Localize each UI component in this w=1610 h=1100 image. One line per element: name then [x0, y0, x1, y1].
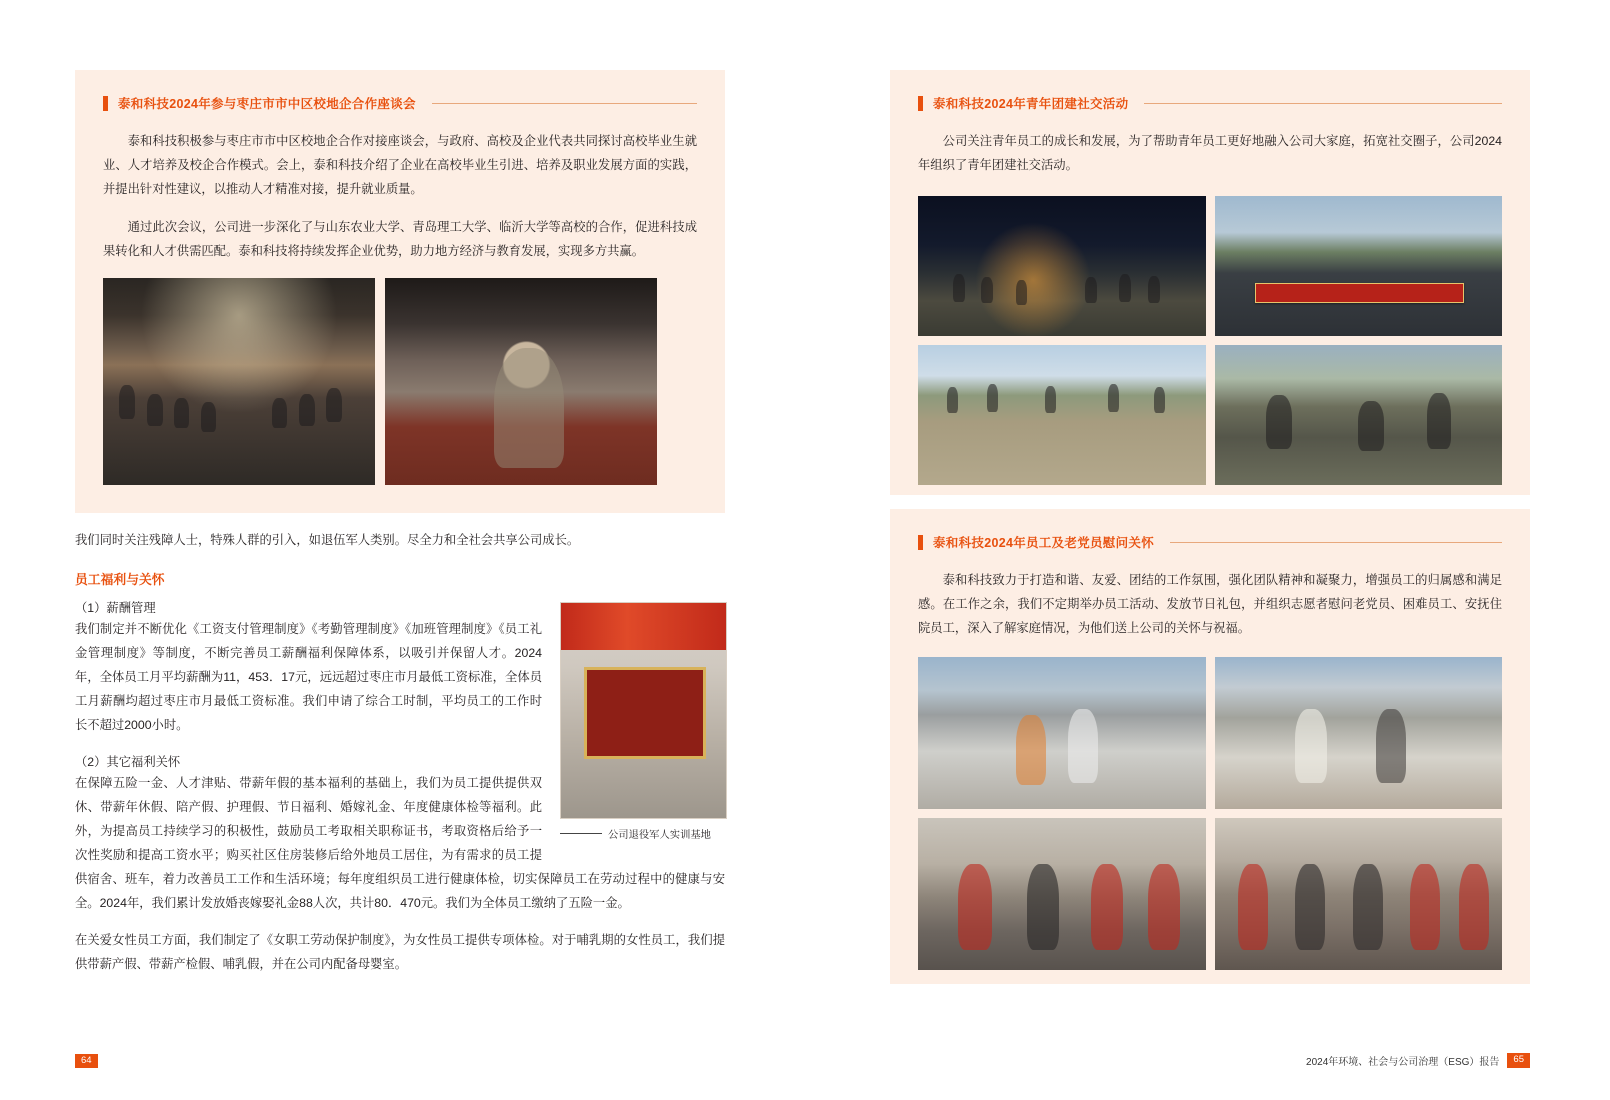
- night-campfire-photo: [918, 196, 1206, 336]
- visit-volunteer-photo-2: [1215, 657, 1503, 809]
- team-activity-photo: [1215, 345, 1503, 485]
- school-enterprise-section: [75, 70, 725, 513]
- plaque-caption: [560, 826, 725, 841]
- employee-care-section: [890, 509, 1530, 984]
- heading-rule: [1170, 542, 1502, 543]
- heading-bar-icon: [918, 535, 923, 550]
- photo-people-decoration: [103, 278, 375, 485]
- volunteer-group-photo-2: [1215, 818, 1503, 970]
- visit-volunteer-photo-1: [918, 657, 1206, 809]
- other-benefits-title: （2）其它福利关怀: [75, 754, 181, 769]
- care-photo-grid: [918, 657, 1502, 970]
- right-page: [805, 0, 1610, 1100]
- photo-people-decoration: [1215, 818, 1503, 970]
- female-care-text: 在关爱女性员工方面，我们制定了《女职工劳动保护制度》，为女性员工提供专项体检。对于哺乳期的女性员工，我们提供带薪产假、带薪产检假、哺乳假，并在公司内配备母婴室。: [75, 933, 725, 972]
- welfare-subtitle: 员工福利与关怀: [75, 571, 165, 587]
- conference-room-photo: [103, 278, 375, 485]
- paragraph: 公司关注青年员工的成长和发展，为了帮助青年员工更好地融入公司大家庭，拓宽社交圈子，公司2024年组织了青年团建社交活动。: [918, 134, 1502, 172]
- plaque-figure: [560, 602, 725, 841]
- photo-people-decoration: [918, 345, 1206, 485]
- section-title: 泰和科技2024年参与枣庄市市中区校地企合作座谈会: [118, 97, 416, 111]
- paragraph: 通过此次会议，公司进一步深化了与山东农业大学、青岛理工大学、临沂大学等高校的合作，促进科技成果转化和人才供需匹配。泰和科技将持续发挥企业优势，助力地方经济与教育发展，实现多方共赢。: [103, 219, 697, 258]
- heading-bar-icon: [918, 96, 923, 111]
- footer-note: 2024年环境、社会与公司治理（ESG）报告: [1306, 1057, 1500, 1068]
- section-title: 泰和科技2024年员工及老党员慰问关怀: [933, 536, 1155, 550]
- folio-right: [1306, 1053, 1530, 1068]
- photo-people-decoration: [385, 278, 657, 485]
- inclusion-paragraph: 我们同时关注残障人士，特殊人群的引入，如退伍军人类别。尽全力和全社会共享公司成长。: [75, 532, 580, 547]
- welfare-content: [75, 598, 725, 978]
- caption-dash-icon: [560, 833, 602, 834]
- veteran-training-base-plaque: [560, 602, 727, 819]
- photo-people-decoration: [918, 657, 1206, 809]
- red-ribbon-decoration: [561, 603, 726, 650]
- section-title: 泰和科技2024年青年团建社交活动: [933, 97, 1129, 111]
- section-heading: [103, 94, 697, 112]
- heading-rule: [1144, 103, 1502, 104]
- salary-item-text: 我们制定并不断优化《工资支付管理制度》《考勤管理制度》《加班管理制度》《员工礼金管理制度》等制度，不断完善员工薪酬福利保障体系，以吸引并保留人才。2024年，全体员工月平均薪酬为11，453．17元，远远超过枣庄市月最低工资标准，全体员工月薪酬均超过枣庄市月最低工资标准。我们申请了综合工时制，平均员工的工作时长不超过2000小时。: [75, 621, 542, 732]
- page-number: 65: [1507, 1053, 1530, 1068]
- caption-text: 公司退役军人实训基地: [608, 829, 711, 841]
- section-heading: [918, 533, 1502, 551]
- paragraph: 泰和科技积极参与枣庄市市中区校地企合作对接座谈会，与政府、高校及企业代表共同探讨高校毕业生就业、人才培养及校企合作模式。会上，泰和科技介绍了企业在高校毕业生引进、培养及职业发展方面的实践，并提出针对性建议，以推动人才精准对接，提升就业质量。: [103, 134, 697, 196]
- youth-photo-grid: [918, 196, 1502, 485]
- left-page-body: [75, 529, 725, 978]
- page-number: 64: [75, 1054, 98, 1069]
- heading-rule: [432, 103, 697, 104]
- speaker-photo: [385, 278, 657, 485]
- photo-people-decoration: [918, 196, 1206, 336]
- other-benefits-text: 在保障五险一金、人才津贴、带薪年假的基本福利的基础上，我们为员工提供提供双休、带薪年休假、陪产假、护理假、节日福利、婚嫁礼金、年度健康体检等福利。此外，为提高员工持续学习的积极性，鼓励员工考取相关职称证书，考取资格后给予一次性奖励和提高工资水平；购买社区住房装修后给外地员工居住，为有需求的员工提供宿舍、班车，着力改善员工工作和生活环境；每年度组织员工进行健康体检，切实保障员工在劳动过程中的健康与安全。2024年，我们累计发放婚丧嫁娶礼金88人次，共计80．470元。我们为全体员工缴纳了五险一金。: [75, 775, 725, 910]
- heading-bar-icon: [103, 96, 108, 111]
- photo-row: [103, 278, 697, 485]
- section-heading: [918, 94, 1502, 112]
- photo-people-decoration: [1215, 657, 1503, 809]
- photo-people-decoration: [918, 818, 1206, 970]
- team-banner: [1255, 283, 1464, 303]
- group-banner-photo: [1215, 196, 1503, 336]
- youth-team-building-section: [890, 70, 1530, 495]
- photo-people-decoration: [1215, 345, 1503, 485]
- plaque-board: [584, 667, 706, 759]
- folio-left: [75, 1054, 98, 1069]
- volunteer-group-photo-1: [918, 818, 1206, 970]
- salary-item-title: （1）薪酬管理: [75, 600, 156, 615]
- paragraph: 泰和科技致力于打造和谐、友爱、团结的工作氛围，强化团队精神和凝聚力，增强员工的归属感和满足感。在工作之余，我们不定期举办员工活动、发放节日礼包，并组织志愿者慰问老党员、困难员工、安抚住院员工，深入了解家庭情况，为他们送上公司的关怀与祝福。: [918, 573, 1502, 635]
- outdoor-game-photo: [918, 345, 1206, 485]
